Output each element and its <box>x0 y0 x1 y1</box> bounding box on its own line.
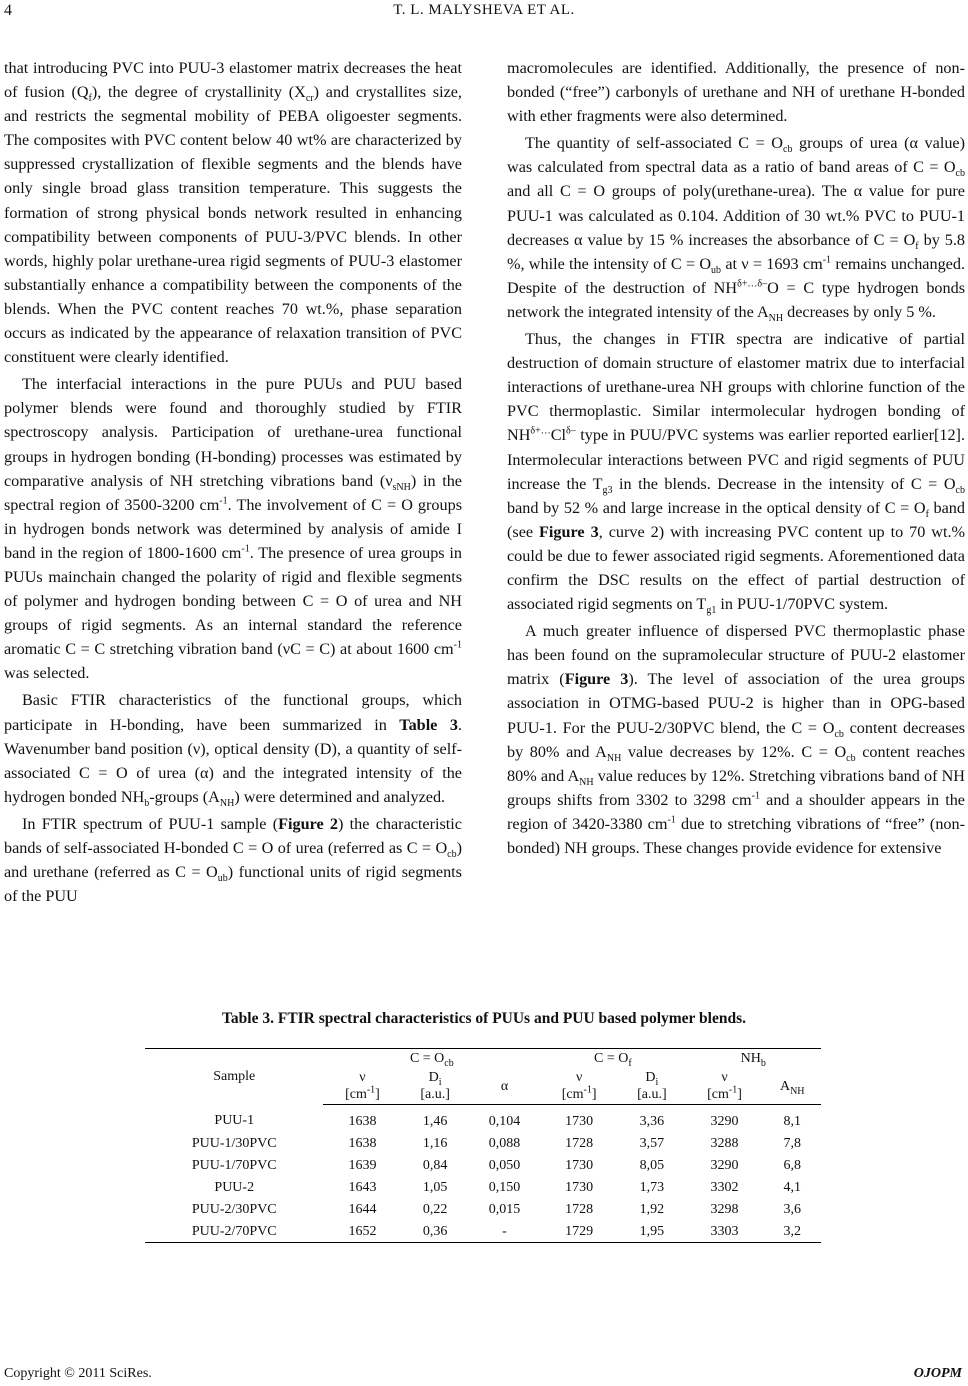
journal-name: OJOPM <box>913 1366 962 1381</box>
table-cell: 1,05 <box>422 1179 448 1195</box>
header-group-nh-b: $NH_b$ <box>686 1049 821 1069</box>
left-paragraph-2: The interfacial interactions in the pure PUUs and PUU based polymer blends were found and thoroughly studied by FTIR spectroscopy analysis. Participation of urethane-urea functional groups in hydrogen bonding (H-bonding) processes was estimated by comparative analysis of NH stretching vibrations band $(\nu_{sNH})$ in the spectral region of 3500-3200 $cm^{-1}$. The involvement of C = O groups in hydrogen bonds network was determined by analysis of amide I band in the region of 1800-1600 $cm^{-1}$. The presence of urea groups in PUUs mainchain changed the polarity of rigid and flexible segments of polymer and hydrogen bonding between C = O of urea and NH groups of rigid segments. As an internal standard the reference aromatic C = C stretching vibration band (νC = C) at about 1600 $cm^{-1}$ was selected. <box>4 375 462 683</box>
copyright: Copyright © 2011 SciRes. <box>4 1366 152 1381</box>
table-cell: 3,6 <box>783 1201 801 1217</box>
header-nu: ν $[cm^{-1}]$ <box>686 1068 764 1105</box>
table-cell: 1728 <box>565 1201 594 1217</box>
running-head: T. L. MALYSHEVA ET AL. <box>393 2 575 18</box>
table-row <box>145 1132 821 1154</box>
table-cell: 1,95 <box>618 1220 685 1243</box>
table-cell: 1728 <box>565 1135 594 1151</box>
left-paragraph-1: that introducing PVC into PUU-3 elastomer matrix decreases the heat of fusion $(Q_f)$, the degree of crystallinity $(X_{cr})$ and crystallites size, and restricts the segmental mobility of PEBA oligoester segments. The composites with PVC content below 40 wt% are characterized by suppressed crystallization of flexible segments and the blends have only single broad glass transition temperature. This suggests the formation of strong physical bonds network resulted in enhancing compatibility between components of PUU-3/PVC blends. In other words, highly polar urethane-urea rigid segments of PUU-3 elastomer substantially enhance a compatibility between the components of the blends. When the PVC content reaches 70 wt.%, phase separation occurs as indicated by the appearance of relaxation transition of PVC constituent were clearly identified. <box>4 59 462 367</box>
header-d: $D_i$ [a.u.] <box>401 1068 468 1105</box>
table-cell: 1,46 <box>422 1113 448 1129</box>
table-cell: 0,104 <box>488 1113 521 1129</box>
table-cell-sample: PUU-1/30PVC <box>191 1135 277 1151</box>
table-row <box>145 1105 821 1133</box>
page-number: 4 <box>4 2 12 19</box>
table-cell: 8,05 <box>639 1157 665 1173</box>
header-group-co-cb: $C = O_{cb}$ <box>323 1049 540 1069</box>
table-cell: 1643 <box>348 1179 377 1195</box>
table-cell: 6,8 <box>783 1157 801 1173</box>
table-cell-sample: PUU-1 <box>214 1113 255 1129</box>
table-cell: 0,150 <box>488 1179 521 1195</box>
table-cell: 1639 <box>348 1157 377 1173</box>
table-cell-sample: PUU-2/70PVC <box>145 1220 323 1243</box>
table-cell: 3290 <box>710 1157 739 1173</box>
right-paragraph-4: A much greater influence of dispersed PVC thermoplastic phase has been found on the supramolecular structure of PUU-2 elastomer matrix (Figure 3). The level of association of the urea groups association in OTMG-based PUU-2 is higher than in OPG-based PUU-1. For the PUU-2/30PVC blend, the $C = O_{cb}$ content decreases by 80% and $A_{NH}$ value decreases by 12%. $C = O_{cb}$ content reaches 80% and $A_{NH}$ value reduces by 12%. Stretching vibrations band of NH groups shifts from 3302 to 3298 $cm^{-1}$ and a shoulder appears in the region of 3420-3380 $cm^{-1}$ due to stretching vibrations of “free” (non-bonded) NH groups. These changes provide evidence for extensive <box>507 622 965 857</box>
table-caption: Table 3. FTIR spectral characteristics of PUUs and PUU based polymer blends. <box>222 1010 746 1027</box>
header-d: $D_i$ [a.u.] <box>618 1068 685 1105</box>
table-cell: 3303 <box>686 1220 764 1243</box>
table-cell: 3290 <box>710 1113 739 1129</box>
right-column <box>507 56 965 863</box>
table-cell: 1652 <box>323 1220 401 1243</box>
table-row <box>145 1176 821 1198</box>
table-row <box>145 1198 821 1220</box>
table-cell: 0,050 <box>488 1157 521 1173</box>
header-group-co-f: $C = O_f$ <box>540 1049 685 1069</box>
table-cell: 3,2 <box>763 1220 821 1243</box>
table-cell: 0,22 <box>422 1201 448 1217</box>
ftir-table <box>145 1048 821 1243</box>
table-cell-sample: PUU-2/30PVC <box>191 1201 277 1217</box>
table-cell: 1730 <box>565 1113 594 1129</box>
table-cell: 3288 <box>710 1135 739 1151</box>
table-cell: 7,8 <box>783 1135 801 1151</box>
table-cell: 0,36 <box>401 1220 468 1243</box>
table-cell: 1,73 <box>639 1179 665 1195</box>
right-paragraph-1: macromolecules are identified. Additionally, the presence of non-bonded (“free”) carbonyls of urethane and NH of urethane H-bonded with ether fragments were also determined. <box>507 59 965 126</box>
header-alpha: α <box>469 1068 540 1105</box>
header-anh: $A_{NH}$ <box>763 1068 821 1105</box>
page-header <box>0 0 968 26</box>
table-cell: 1638 <box>348 1113 377 1129</box>
table-cell: 1,16 <box>422 1135 448 1151</box>
right-paragraph-3: Thus, the changes in FTIR spectra are indicative of partial destruction of domain structure of elastomer matrix due to interfacial interactions of urethane-urea NH groups with chlorine function of the PVC thermoplastic. Similar intermolecular hydrogen bonding of $NH^{\delta+\dots}Cl^{\delta-}$ type in PUU/PVC systems was earlier reported earlier[12]. Intermolecular interactions between PVC and rigid segments of PUU increase the $T_{g3}$ in the blends. Decrease in the intensity of $C = O_{cb}$ band by 52 % and large increase in the optical density of $C = O_f$ band (see Figure 3, curve 2) with increasing PVC content up to 70 wt.% could be due to fewer associated rigid segments. Aforementioned data confirm the DSC results on the effect of partial destruction of associated rigid segments on $T_{g1}$ in PUU-1/70PVC system. <box>507 330 966 617</box>
table-cell: 3298 <box>710 1201 739 1217</box>
table-cell: 1644 <box>348 1201 377 1217</box>
table-cell: 3302 <box>710 1179 739 1195</box>
table-cell: 1729 <box>540 1220 618 1243</box>
table-cell-sample: PUU-2 <box>214 1179 255 1195</box>
table-cell: 0,84 <box>422 1157 448 1173</box>
header-nu: ν $[cm^{-1}]$ <box>540 1068 618 1105</box>
table-cell: 8,1 <box>783 1113 801 1129</box>
left-paragraph-3: Basic FTIR characteristics of the functional groups, which participate in H-bonding, have been summarized in Table 3. Wavenumber band position (ν), optical density (D), a quantity of self-associated C = O of urea (α) and the integrated intensity of the hydrogen bonded $NH_b$-groups $(A_{NH})$ were determined and analyzed. <box>4 691 462 810</box>
header-sample: Sample <box>145 1049 323 1105</box>
table-cell: 1638 <box>348 1135 377 1151</box>
table-cell: 3,57 <box>639 1135 665 1151</box>
table-cell: 3,36 <box>639 1113 665 1129</box>
header-nu: ν $[cm^{-1}]$ <box>323 1068 401 1105</box>
left-column <box>4 56 462 911</box>
table-cell: 1730 <box>565 1179 594 1195</box>
table-cell: 0,015 <box>488 1201 521 1217</box>
right-paragraph-2: The quantity of self-associated $C = O_{cb}$ groups of urea (α value) was calculated from spectral data as a ratio of band areas of $C = O_{cb}$ and all C = O groups of poly(urethane-urea). The α value for pure PUU-1 was calculated as 0.104. Addition of 30 wt.% PVC to PUU-1 decreases α value by 15 % increases the absorbance of $C = O_f$ by 5.8 %, while the intensity of $C = O_{ub}$ at ν = 1693 $cm^{-1}$ remains unchanged. Despite of the destruction of $NH^{\delta+\dots\delta-}O = C$ type hydrogen bonds network the integrated intensity of the $A_{NH}$ decreases by only 5 %. <box>507 134 966 325</box>
table-cell: - <box>469 1220 540 1243</box>
table-body <box>145 1105 821 1243</box>
table-cell-sample: PUU-1/70PVC <box>191 1157 277 1173</box>
table-cell: 0,088 <box>488 1135 521 1151</box>
table-row <box>145 1220 821 1243</box>
table-row <box>145 1154 821 1176</box>
table-cell: 4,1 <box>783 1179 801 1195</box>
table-cell: 1730 <box>565 1157 594 1173</box>
table-cell: 1,92 <box>639 1201 665 1217</box>
left-paragraph-4: In FTIR spectrum of PUU-1 sample (Figure 2) the characteristic bands of self-associated H-bonded C = O of urea (referred as $C = O_{cb}$) and urethane (referred as $C = O_{ub}$) functional units of rigid segments of the PUU <box>4 814 462 906</box>
